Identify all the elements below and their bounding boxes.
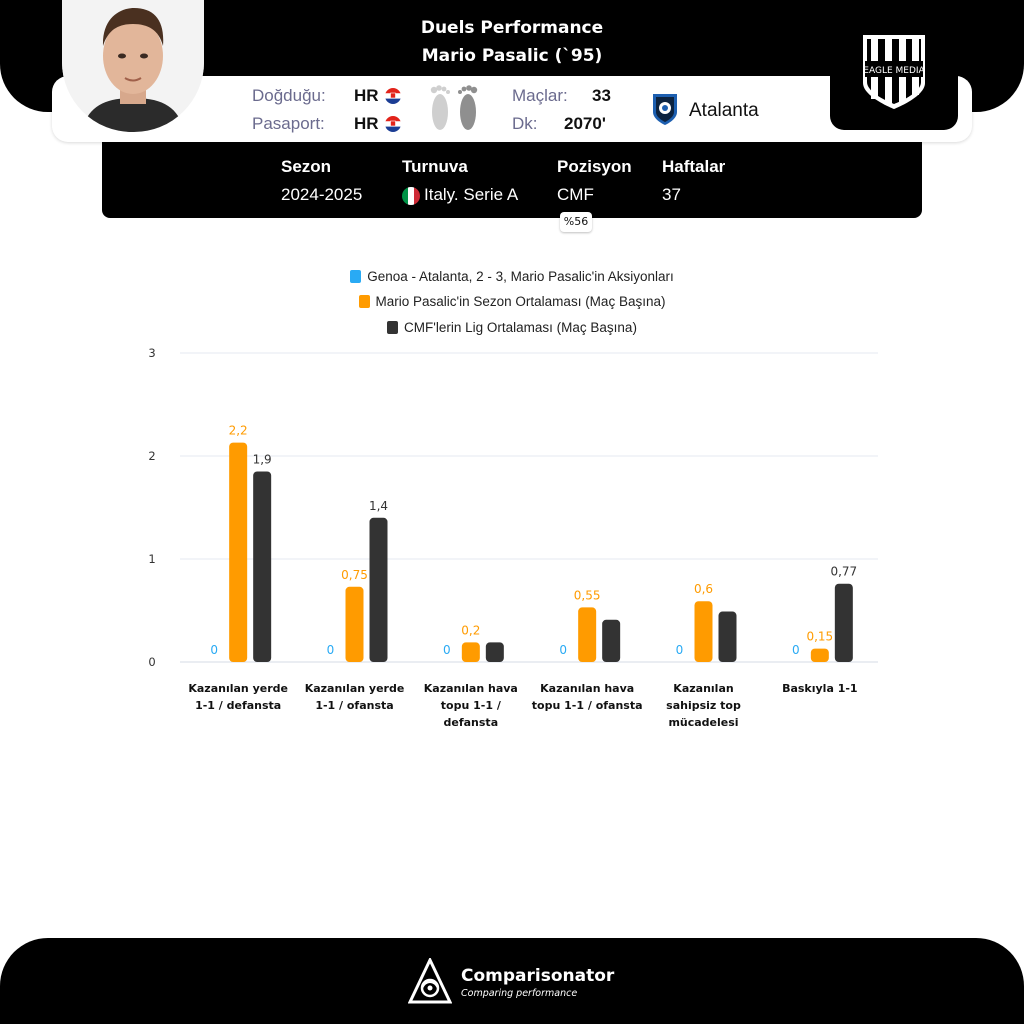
- x-tick-label: defansta: [443, 716, 499, 729]
- x-tick-label: sahipsiz top: [666, 699, 741, 712]
- data-label: 0,77: [830, 564, 858, 579]
- bar: [462, 642, 480, 662]
- x-tick-label: mücadelesi: [668, 716, 739, 729]
- y-tick-label: 2: [148, 449, 156, 463]
- bar: [370, 518, 388, 662]
- data-label: 2,2: [228, 423, 248, 438]
- passport-value: HR: [354, 114, 379, 133]
- data-label: 0,6: [693, 582, 714, 597]
- player-name-title: Mario Pasalic (`95): [421, 46, 603, 66]
- x-tick-label: Kazanılan yerde: [304, 682, 405, 695]
- x-tick-label: topu 1-1 /: [440, 699, 501, 712]
- bar: [835, 584, 853, 662]
- season-value: 2024-2025: [281, 185, 363, 204]
- season-header: Sezon: [281, 157, 332, 176]
- club-name: Atalanta: [689, 100, 759, 121]
- footer-logo-tagline: Comparing performance: [461, 988, 578, 999]
- x-tick-label: Baskıyla 1-1: [782, 682, 858, 695]
- legend-label: CMF'lerin Lig Ortalaması (Maç Başına): [404, 320, 637, 335]
- birth-value: HR: [354, 86, 379, 105]
- data-label: 0,55: [573, 588, 601, 603]
- bar: [253, 471, 271, 662]
- weeks-header: Haftalar: [662, 157, 726, 176]
- data-label: 0: [326, 643, 335, 657]
- data-label: 0,15: [806, 629, 834, 644]
- data-label: 0: [792, 643, 800, 657]
- data-label: 0: [443, 643, 451, 657]
- data-label: 0: [559, 643, 567, 657]
- matches-value: 33: [592, 86, 611, 105]
- page-title: Duels Performance: [420, 18, 604, 38]
- data-label: 0: [210, 643, 218, 657]
- minutes-label: Dk:: [512, 114, 538, 133]
- bar: [486, 642, 504, 662]
- data-label: 1,4: [368, 498, 389, 513]
- data-label: 0,75: [341, 567, 368, 582]
- data-label: 0: [675, 643, 684, 657]
- footer-logo-name: Comparisonator: [461, 966, 615, 986]
- position-percentage-badge: %56: [560, 212, 592, 232]
- matches-label: Maçlar:: [512, 86, 568, 105]
- y-tick-label: 3: [148, 346, 156, 360]
- position-header: Pozisyon: [557, 157, 632, 176]
- x-tick-label: Kazanılan yerde: [188, 682, 288, 695]
- birth-label: Doğduğu:: [252, 86, 326, 105]
- bar: [602, 620, 620, 662]
- brand-name: EAGLE MEDIA: [863, 66, 925, 76]
- y-tick-label: 0: [148, 655, 156, 669]
- data-label: 0,2: [461, 623, 481, 638]
- bar: [578, 607, 596, 662]
- x-tick-label: 1-1 / defansta: [195, 699, 282, 712]
- x-tick-label: Kazanılan hava: [540, 682, 635, 695]
- tournament-header: Turnuva: [402, 157, 468, 176]
- position-value: CMF: [557, 185, 594, 204]
- bar: [719, 612, 737, 662]
- legend-label: Genoa - Atalanta, 2 - 3, Mario Pasalic'in Aksiyonları: [367, 269, 674, 284]
- minutes-value: 2070': [564, 114, 606, 133]
- bar: [229, 443, 247, 662]
- x-tick-label: topu 1-1 / ofansta: [531, 699, 643, 712]
- y-tick-label: 1: [148, 552, 156, 566]
- passport-label: Pasaport:: [252, 114, 325, 133]
- data-label: 1,9: [252, 452, 272, 467]
- tournament-value: Italy. Serie A: [424, 185, 519, 204]
- legend-label: Mario Pasalic'in Sezon Ortalaması (Maç Başına): [375, 294, 666, 309]
- x-tick-label: Kazanılan: [673, 682, 734, 695]
- x-tick-label: Kazanılan hava: [423, 682, 518, 695]
- bar: [346, 587, 364, 662]
- bar: [811, 649, 829, 662]
- comparisonator-logo-icon: [408, 958, 452, 1010]
- weeks-value: 37: [662, 185, 681, 204]
- bar: [695, 601, 713, 662]
- x-tick-label: 1-1 / ofansta: [315, 699, 394, 712]
